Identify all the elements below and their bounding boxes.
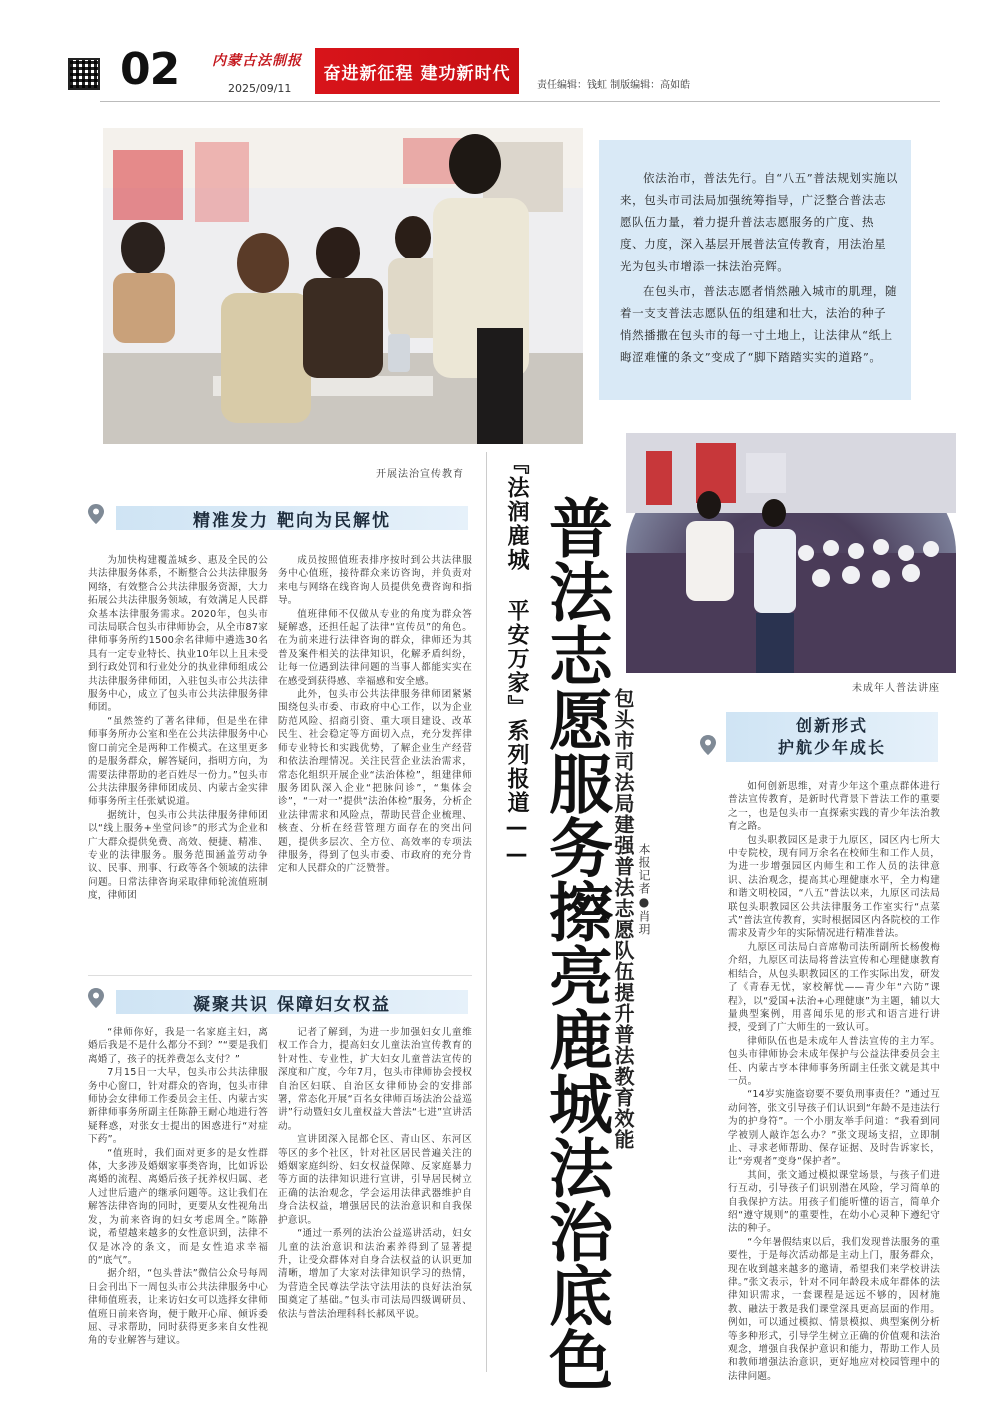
paragraph: 据统计，包头市公共法律服务律师团以“线上服务+坐堂问诊”的形式为企业和广大群众提供免费、高效、便捷、精准、专业的法律服务。服务范围涵盖劳动争议、民事、刑事、行政等各个领域的法律问题。日常法律咨询采取律师轮流值班制度，律师团 bbox=[88, 809, 268, 902]
section2-column2 bbox=[278, 1026, 472, 1371]
paragraph: 包头职教园区是隶于九原区，园区内七所大中专院校，现有同万余名在校师生和工作人员，为进一步增强园区内师生和工作人员的法律意识、法治观念，提高其心理健康水平，全力构建和谐文明校园，“八五”普法以来，九原区司法局联包头职教园区公共法律服务工作室实行“点菜式”普法宣传教育，实时根据园区内各院校的工作需求及青少年的实际情况进行精准普法。 bbox=[728, 834, 940, 940]
paragraph: 如何创新思维，对青少年这个重点群体进行普法宣传教育，是新时代背景下普法工作的重要之一，也是包头市一直探索实践的青少年法治教育之路。 bbox=[728, 781, 940, 833]
paragraph: 宣讲团深入昆都仑区、青山区、东河区等区的多个社区，针对社区居民普遍关注的婚姻家庭纠纷、妇女权益保障、反家庭暴力等方面的法律知识进行宣讲，引导居民树立正确的法治观念，学会运用法律武器维护自身合法权益，增强居民的法治意识和自我保护意识。 bbox=[278, 1134, 472, 1226]
paragraph: “通过一系列的法治公益巡讲活动，妇女儿童的法治意识和法治素养得到了显著提升，让受众群体对自身合法权益的认识更加清晰，增加了大家对法律知识学习的热情，为营造全民尊法学法守法用法的良好法治氛围奠定了基础。”包头市司法局四级调研员、依法与普法治理科科长郝凤平说。 bbox=[278, 1228, 472, 1320]
paragraph: 成员按照值班表排序按时到公共法律服务中心值班，接待群众来访咨询，并负责对来电与网络在线咨询人员提供免费咨询和指导。 bbox=[278, 555, 472, 607]
main-headline: 普法志愿服务擦亮鹿城法治底色 bbox=[538, 495, 613, 1391]
intro-paragraph-2: 在包头市，普法志愿者悄然融入城市的肌理，随着一支支普法志愿队伍的组建和壮大，法治的种子悄然播撒在包头市的每一寸土地上，让法律从“纸上晦涩难懂的条文”变成了“脚下踏踏实实的道路”。 bbox=[620, 284, 898, 364]
paragraph: 据介绍，“包头普法”微信公众号每周日会刊出下一周包头市公共法律服务中心律师值班表，让来访妇女可以选择女律师值班日前来咨询，便于敞开心扉、倾诉委屈、寻求帮助，同时获得更多来自女性视角的专业解答与建议。 bbox=[88, 1268, 268, 1347]
paragraph: 其间，张文通过模拟课堂场景，与孩子们进行互动，引导孩子们识别潜在风险，学习简单的自我保护方法。用孩子们能听懂的语言，简单介绍“遵守规则”的重要性，在幼小心灵种下遵纪守法的种子。 bbox=[728, 1169, 940, 1235]
section-heading-line2: 护航少年成长 bbox=[777, 738, 886, 757]
photo-caption-1: 开展法治宣传教育 bbox=[376, 469, 464, 480]
location-pin-icon bbox=[700, 735, 716, 755]
byline: 本报记者●肖玥 bbox=[637, 843, 651, 936]
section-heading-line1: 创新形式 bbox=[795, 716, 868, 735]
editors-credit: 责任编辑：钱虹 制版编辑：高如皓 bbox=[537, 80, 691, 91]
photo-caption-2: 未成年人普法讲座 bbox=[852, 683, 940, 694]
sub-headline: 包头市司法局建强普法志愿队伍提升普法教育效能 bbox=[611, 688, 635, 1150]
paragraph: “今年暑假结束以后，我们发现普法服务的重要性，于是每次活动都是主动上门，服务群众，现在收到越来越多的邀请，希望我们来学校讲法律。”张文表示，针对不同年龄段未成年群体的法律知识需求，一套课程是远远不够的，因材施教、融法于教是我们课堂深具更高层面的作用。例如，可以通过模拟、情景模拟、典型案例分析等多种形式，引导学生树立正确的价值观和法治观念，增强自我保护意识和能力，帮助工作人员和教师增强法治意识，更好地应对校园管理中的法律问题。 bbox=[728, 1236, 940, 1382]
section1-column2 bbox=[278, 554, 472, 962]
section-heading-precision: 精准发力 靶向为民解忧 bbox=[116, 506, 468, 530]
section1-column1 bbox=[88, 554, 268, 962]
section3-column bbox=[728, 780, 940, 1382]
photo-legal-education-scene bbox=[103, 128, 583, 444]
section2-column1 bbox=[88, 1026, 268, 1371]
photo-legal-education bbox=[103, 128, 583, 444]
section-heading-women-rights: 凝聚共识 保障妇女权益 bbox=[116, 990, 468, 1014]
intro-paragraph-1: 依法治市，普法先行。自“八五”普法规划实施以来，包头市司法局加强统筹指导，广泛整合普法志愿队伍力量，着力提升普法志愿服务的广度、热度、力度，深入基层开展普法宣传教育，用法治星光为包头市增添一抹法治亮辉。 bbox=[620, 171, 898, 273]
page-number: 02 bbox=[120, 44, 180, 95]
section-divider bbox=[88, 975, 472, 976]
issue-date: 2025/09/11 bbox=[228, 82, 292, 95]
section-heading-youth bbox=[726, 712, 938, 762]
paragraph: 记者了解到，为进一步加强妇女儿童维权工作合力，提高妇女儿童法治宣传教育的针对性、专业性，扩大妇女儿童普法宣传的深度和广度，今年7月，包头市律师协会授权自治区妇联、自治区女律师协会的安排部署，常态化开展“百名女律师百场法治公益巡讲”行动暨妇女儿童权益大普法“七进”宣讲活动。 bbox=[278, 1027, 472, 1132]
paragraph: 7月15日一大早，包头市公共法律服务中心窗口，针对群众的咨询，包头市律师协会女律师工作委员会主任、内蒙古实新律师事务所副主任陈静王耐心地进行答疑释惑，对张女士提出的困惑进行“对症下药”。 bbox=[88, 1067, 268, 1146]
series-label: 『法润鹿城 平安万家』系列报道—— bbox=[504, 452, 529, 869]
paragraph: 九原区司法局白音席勒司法所副所长杨俊梅介绍，九原区司法局将普法宣传和心理健康教育相结合，从包头职教园区的工作实际出发，研发了《青春无忧，家校解忧——青少年“六防”课程》，以“爱国+法治+心理健康”为主题，辅以大量典型案例，用喜闻乐见的形式和语言进行讲授，受到了广大师生的一致认可。 bbox=[728, 941, 940, 1034]
paragraph: “14岁实施盗窃要不要负刑事责任？”通过互动问答，张文引导孩子们认识到“年龄不是违法行为的护身符”。一个小朋友举手问道：“我看到同学被别人敲诈怎么办？”张文现场支招，立即制止、寻求老师帮助、保存证据、及时告诉家长，让“旁观者”变身“保护者”。 bbox=[728, 1089, 940, 1168]
paragraph: “律师你好，我是一名家庭主妇，离婚后我是不是什么都分不到？”“要是我们离婚了，孩子的抚养费怎么支付？” bbox=[88, 1027, 268, 1065]
paper-name: 内蒙古法制报 bbox=[212, 53, 302, 69]
header-divider bbox=[100, 101, 940, 102]
column-divider bbox=[486, 452, 487, 1372]
paragraph: 此外，包头市公共法律服务律师团紧紧围绕包头市委、市政府中心工作，以为企业防范风险、招商引资、重大项目建设、改革民生、社会稳定等方面切入点，充分发挥律师专业特长和实践优势，了解企业生产经营和依法治理情况。关注民营企业法治需求，常态化组织开展企业“法治体检”，组建律师服务团队深入企业“把脉问诊”，“集体会诊”，“一对一”提供“法治体检”服务，分析企业法律需求和风险点，帮助民营企业梳理、核查、分析在经营管理方面存在的突出问题，提供多层次、全方位、高效率的专项法律服务，得到了包头市委、市政府的充分肯定和人民群众的广泛赞誉。 bbox=[278, 689, 472, 875]
location-pin-icon bbox=[88, 988, 104, 1008]
location-pin-icon bbox=[88, 504, 104, 524]
paragraph: 律师队伍也是未成年人普法宣传的主力军。包头市律师协会未成年保护与公益法律委员会主任、内蒙古亨本律师事务所副主任张文就是其中一员。 bbox=[728, 1035, 940, 1087]
header-banner: 奋进新征程 建功新时代 bbox=[315, 48, 519, 94]
photo-minors-lecture-scene bbox=[626, 433, 956, 673]
photo-minors-lecture bbox=[626, 433, 956, 673]
qr-code-icon bbox=[68, 58, 100, 90]
paragraph: “虽然签约了著名律师，但是坐在律师事务所办公室和坐在公共法律服务中心窗口前完全是两种工作模式。在这里更多的是服务群众，解答疑问，指明方向，为需要法律帮助的老百姓尽一份力。”包头市公共法律服务律师团成员、内蒙古金实律师事务所主任张斌说道。 bbox=[88, 715, 268, 808]
paragraph: 为加快构建覆盖城乡、惠及全民的公共法律服务体系，不断整合公共法律服务网络，有效整合公共法律服务资源，大力拓展公共法律服务领域，有效满足人民群众基本法律服务需求。2020年，包头市司法局联合包头市律师协会，从全市87家律师事务所约1500余名律师中遴选30名具有一定专业特长、执业10年以上且未受到行政处罚和行业处分的执业律师组成公共法律服务律师团，入驻包头市公共法律服务中心，成立了包头市公共法律服务律师团。 bbox=[88, 555, 268, 714]
paragraph: “值班时，我们面对更多的是女性群体，大多涉及婚姻家事类咨询，比如诉讼离婚的流程、离婚后孩子抚养权归属、老人过世后遗产的继承问题等。这让我们在解答法律咨询的同时，更要从女性视角出发，为前来咨询的妇女考虑周全。”陈静说，希望越来越多的女性意识到，法律不仅是冰冷的条文，而是女性追求幸福的“底气”。 bbox=[88, 1147, 268, 1266]
paragraph: 值班律师不仅做从专业的角度为群众答疑解惑，还担任起了法律“宣传员”的角色。在为前来进行法律咨询的群众，律师还为其普及案件相关的法律知识，化解矛盾纠纷，让每一位遇到法律问题的当事人都能实实在在感受到获得感、幸福感和安全感。 bbox=[278, 608, 472, 687]
